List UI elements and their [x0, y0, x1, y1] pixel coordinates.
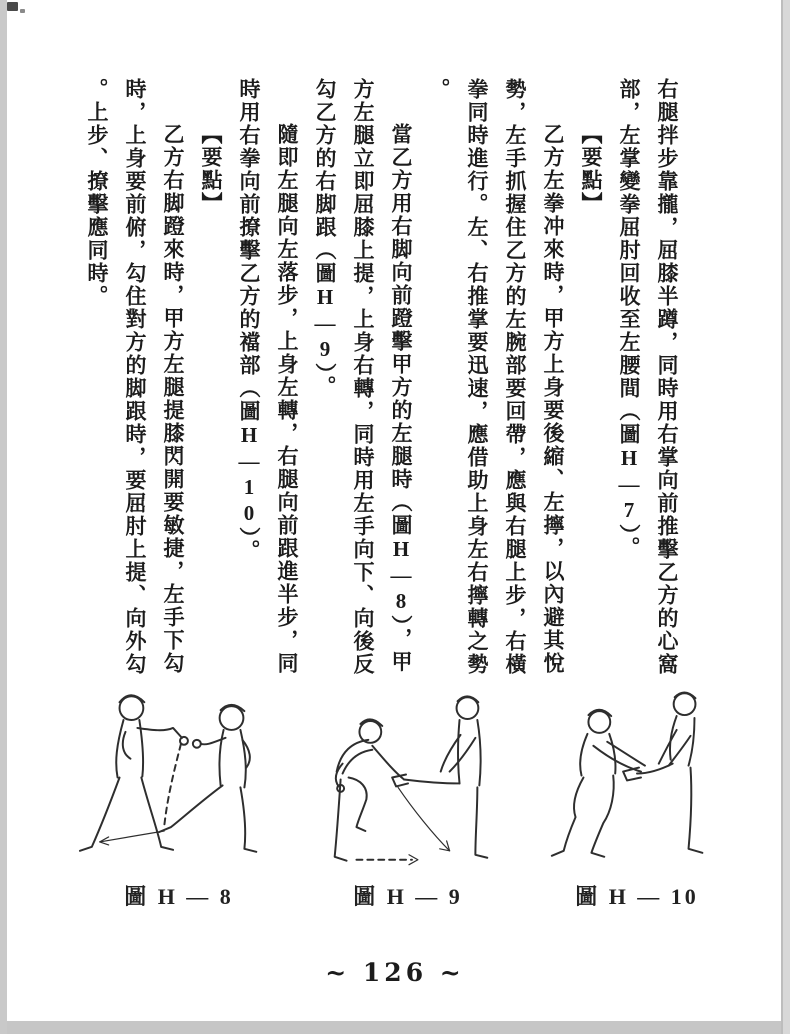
- figure-caption: 圖 H — 8: [124, 884, 234, 909]
- figure-caption: 圖 H — 10: [575, 884, 699, 909]
- text-column: 時，上身要前俯，勾住對方的脚跟時，要屈肘上提、向外勾: [123, 78, 147, 676]
- text-column: 乙方左拳冲來時，甲方上身要後縮、左擰，以內避其悅: [541, 123, 565, 675]
- scan-corner-speck: [20, 9, 25, 13]
- text-column: 勾乙方的右脚跟（圖H—9）。: [313, 78, 337, 399]
- text-column: 部，左掌變拳屈肘回收至左腰間（圖H—7）。: [617, 78, 641, 560]
- text-column: 方左腿立即屈膝上提，上身右轉，同時用左手向下、向後反: [351, 78, 375, 676]
- figure-h8-illustration: [70, 678, 288, 876]
- scan-corner-mark: [7, 2, 18, 11]
- text-column: 隨即左腿向左落步，上身左轉，右腿向前跟進半步，同: [275, 123, 299, 675]
- page-number: ~ 126 ~: [325, 958, 465, 987]
- text-column: 拳同時進行。左、右推掌要迅速，應借助上身左右擰轉之勢: [465, 78, 489, 676]
- text-column: 時用右拳向前撩擊乙方的襠部（圖H—10）。: [237, 78, 261, 563]
- text-column: 。上步、撩擊應同時。: [85, 78, 109, 308]
- scan-edge-bottom: [7, 1021, 783, 1034]
- scan-edge-right: [781, 0, 790, 1034]
- figure-h9: [299, 678, 517, 911]
- text-column: 當乙方用右脚向前蹬擊甲方的左腿時（圖H—8），甲: [389, 123, 413, 674]
- text-column: 勢，左手抓握住乙方的左腕部要回帶，應與右腿上步，右橫: [503, 78, 527, 676]
- section-heading-keypoints: 【要點】: [579, 123, 603, 215]
- figure-caption: 圖 H — 9: [353, 884, 463, 909]
- text-column: 乙方右脚蹬來時，甲方左腿提膝閃開要敏捷，左手下勾: [161, 123, 185, 675]
- scan-edge-left: [0, 0, 7, 1034]
- figure-h9-illustration: [299, 678, 517, 876]
- text-column: 。: [427, 78, 451, 101]
- figures-row: [70, 678, 746, 911]
- figure-h10-illustration: [528, 678, 746, 876]
- figure-h10: [528, 678, 746, 911]
- text-column: 右腿拌步靠攏，屈膝半蹲，同時用右掌向前推擊乙方的心窩: [655, 78, 679, 676]
- figure-h8: [70, 678, 288, 911]
- body-text-block: [78, 78, 686, 680]
- section-heading-keypoints: 【要點】: [199, 123, 223, 215]
